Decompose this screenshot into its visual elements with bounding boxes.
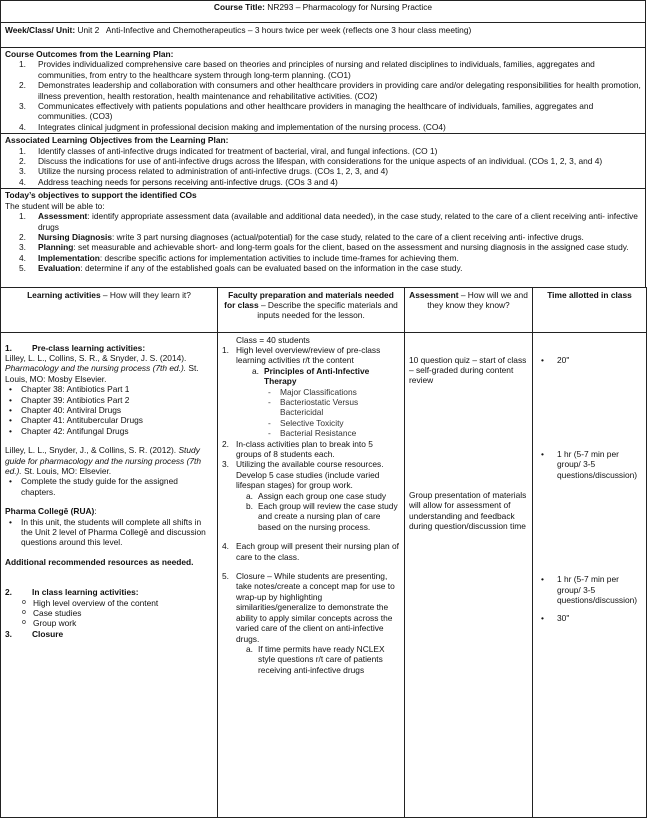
faculty-item: 2. In-class activities plan to break into 5 groups of 8 students each. [222, 438, 373, 459]
preclass-heading: 1. Pre-class learning activities: [5, 342, 146, 353]
week-value: Unit 2 Anti-Infective and Chemotherapeutics – 3 hours twice per week (reflects one 3 hour class meeting) [77, 25, 472, 35]
chapter-item: • Chapter 41: Antitubercular Drugs [5, 415, 213, 425]
outcome-item: 1. Provides individualized comprehensive care based on theories and principles of nursing and related disciplines to individuals, families, aggregates and communities, from entry to the healthcare system through long-term planning. (CO1) [19, 59, 595, 80]
inclass-item: o Group work [5, 618, 213, 628]
today-item: 4. Implementation: describe specific actions for implementation activities to include time-frames for achieving them. [19, 252, 459, 263]
week-class-unit-row [0, 22, 646, 39]
header-faculty-preparation: Faculty preparation and materials needed for class – Describe the specific materials and inputs needed for the lesson. [218, 287, 405, 332]
assessment-cell [405, 332, 533, 817]
faculty-dash-item: - Selective Toxicity [222, 418, 400, 428]
reference-study-guide: Lilley, L. L., Snyder, J., & Collins, S. R. (2012). Study guide for pharmacology and the nursing process (7th ed.). St. Louis, MO: Elsevier. [5, 445, 201, 476]
faculty-subitem: a. Assign each group one case study [246, 490, 387, 501]
today-item: 3. Planning: set measurable and achievable short- and long-term goals for the client, based on the assessment and nursing diagnosis in the assigned case study. [19, 242, 629, 253]
inclass-heading: 2. In class learning activities: [5, 587, 139, 598]
chapter-item: • Chapter 40: Antiviral Drugs [5, 405, 213, 415]
objective-item: 1. Identify classes of anti-infective drugs indicated for treatment of bacterial, viral, and fungal infections. (CO 1) [19, 145, 438, 156]
faculty-item: 3. Utilizing the available course resources. Develop 5 case studies (include varied lifespan stages) for group work. [222, 459, 384, 491]
header-time-allotted: Time allotted in class [533, 287, 647, 332]
objective-item: 3. Utilize the nursing process related to administration of anti-infective drugs. (COs 1, 2, 3, and 4) [19, 166, 389, 177]
faculty-item: 4. Each group will present their nursing plan of care to the class. [222, 541, 399, 562]
pharma-college-item: • In this unit, the students will complete all shifts in the Unit 2 level of Pharma Collegē and discussion questions around this level. [5, 517, 213, 548]
learning-objectives-section [0, 133, 646, 188]
course-title-row [0, 0, 646, 14]
outcome-item: 4. Integrates clinical judgment in professional decision making and implementation of the nursing process. (CO4) [19, 121, 446, 132]
todays-objectives-list [5, 211, 641, 273]
spacer [0, 14, 646, 22]
faculty-item: 1. High level overview/review of pre-class learning activities r/t the content [222, 344, 381, 366]
course-outcomes-heading: Course Outcomes from the Learning Plan: [5, 49, 174, 59]
closure-heading: 3. Closure [5, 628, 64, 639]
course-title-label: Course Title: [213, 2, 265, 12]
time-item: • 30" [537, 613, 642, 623]
learning-activities-cell [1, 332, 218, 817]
time-allotted-cell [533, 332, 647, 817]
assessment-group: Group presentation of materials will allow for assessment of understanding and feedback during question/discussion time [409, 489, 527, 531]
chapter-item: • Chapter 38: Antibiotics Part 1 [5, 384, 213, 394]
learning-objectives-list [5, 146, 641, 188]
time-item: • 1 hr (5-7 min per group/ 3-5 questions/discussion) [537, 449, 642, 480]
learning-activities-table [0, 287, 647, 818]
study-guide-item: • Complete the study guide for the assigned chapters. [5, 476, 213, 497]
pharma-college-heading: Pharma Collegē (RUA): [5, 506, 97, 517]
outcome-item: 2. Demonstrates leadership and collaboration with consumers and other healthcare providers in providing care and/or delegating responsibilities for health promotion, illness prevention, health restoration, health maintenance and rehabilitative activities. (CO2) [19, 80, 641, 101]
time-item: • 1 hr (5-7 min per group/ 3-5 questions/discussion) [537, 574, 642, 605]
chapter-item: • Chapter 39: Antibiotics Part 2 [5, 395, 213, 405]
spacer [0, 275, 646, 287]
header-assessment: Assessment – How will we and they know they know? [405, 287, 533, 332]
inclass-item: o Case studies [5, 608, 213, 618]
faculty-subitem: a. Principles of Anti-Infective Therapy [252, 365, 370, 387]
learning-objectives-heading: Associated Learning Objectives from the Learning Plan: [5, 135, 229, 146]
course-title-value: NR293 – Pharmacology for Nursing Practice [267, 2, 433, 12]
assessment-quiz: 10 question quiz – start of class – self-graded during content review [409, 354, 527, 386]
objective-item: 4. Address teaching needs for persons receiving anti-infective drugs. (COs 3 and 4) [19, 176, 338, 187]
week-label: Week/Class/ Unit: [5, 25, 76, 35]
reference-textbook: Lilley, L. L., Collins, S. R., & Snyder, J. S. (2014). Pharmacology and the nursing process (7th ed.). St. Louis, MO: Mosby Elsevier. [5, 352, 199, 384]
table-header-row [1, 287, 647, 332]
faculty-item: 5. Closure – While students are presenting, take notes/create a concept map for use to wrap-up by highlighting similarities/generalize to demonstrate the ability to apply similar concepts across the varied care of the client on anti-infective drugs. [222, 571, 395, 644]
table-row [1, 332, 647, 817]
objective-item: 2. Discuss the indications for use of anti-infective drugs across the lifespan, with considerations for the unique aspects of an individual. (COs 1, 2, 3, and 4) [19, 156, 603, 167]
faculty-subitem: a. If time permits have ready NCLEX style questions r/t care of patients receiving anti-infective drugs [246, 643, 385, 675]
additional-resources: Additional recommended resources as needed. [5, 556, 194, 567]
faculty-dash-item: - Bacteriostatic Versus Bactericidal [222, 397, 400, 418]
today-item: 5. Evaluation: determine if any of the established goals can be evaluated based on the information in the case study. [19, 263, 463, 274]
class-size: Class = 40 students [236, 334, 310, 345]
inclass-item: o High level overview of the content [5, 598, 213, 608]
todays-objectives-section [0, 188, 646, 274]
faculty-subitem: b. Each group will review the case study and create a nursing plan of care based on the nursing process. [246, 501, 398, 532]
course-outcomes-section [0, 47, 646, 133]
todays-objectives-intro: The student will be able to: [5, 200, 105, 211]
faculty-dash-item: - Bacterial Resistance [222, 428, 400, 438]
header-learning-activities: Learning activities – How will they learn it? [1, 287, 218, 332]
faculty-preparation-cell [218, 332, 405, 817]
todays-objectives-heading: Today’s objectives to support the identified COs [5, 190, 197, 201]
outcome-item: 3. Communicates effectively with patients populations and other healthcare providers in managing the healthcare of individuals, families, aggregates and communities. (CO3) [19, 101, 594, 122]
course-outcomes-list [5, 59, 641, 132]
faculty-dash-item: - Major Classifications [222, 387, 400, 397]
time-item: • 20" [537, 355, 642, 365]
spacer [0, 39, 646, 47]
today-item: 1. Assessment: identify appropriate assessment data (available and additional data needed), in the case study, related to the care of a client receiving anti- infective drugs [19, 211, 638, 232]
chapter-item: • Chapter 42: Antifungal Drugs [5, 426, 213, 436]
today-item: 2. Nursing Diagnosis: write 3 part nursing diagnoses (actual/potential) for the case study, related to the care of a client receiving anti- infective drugs. [19, 231, 584, 242]
